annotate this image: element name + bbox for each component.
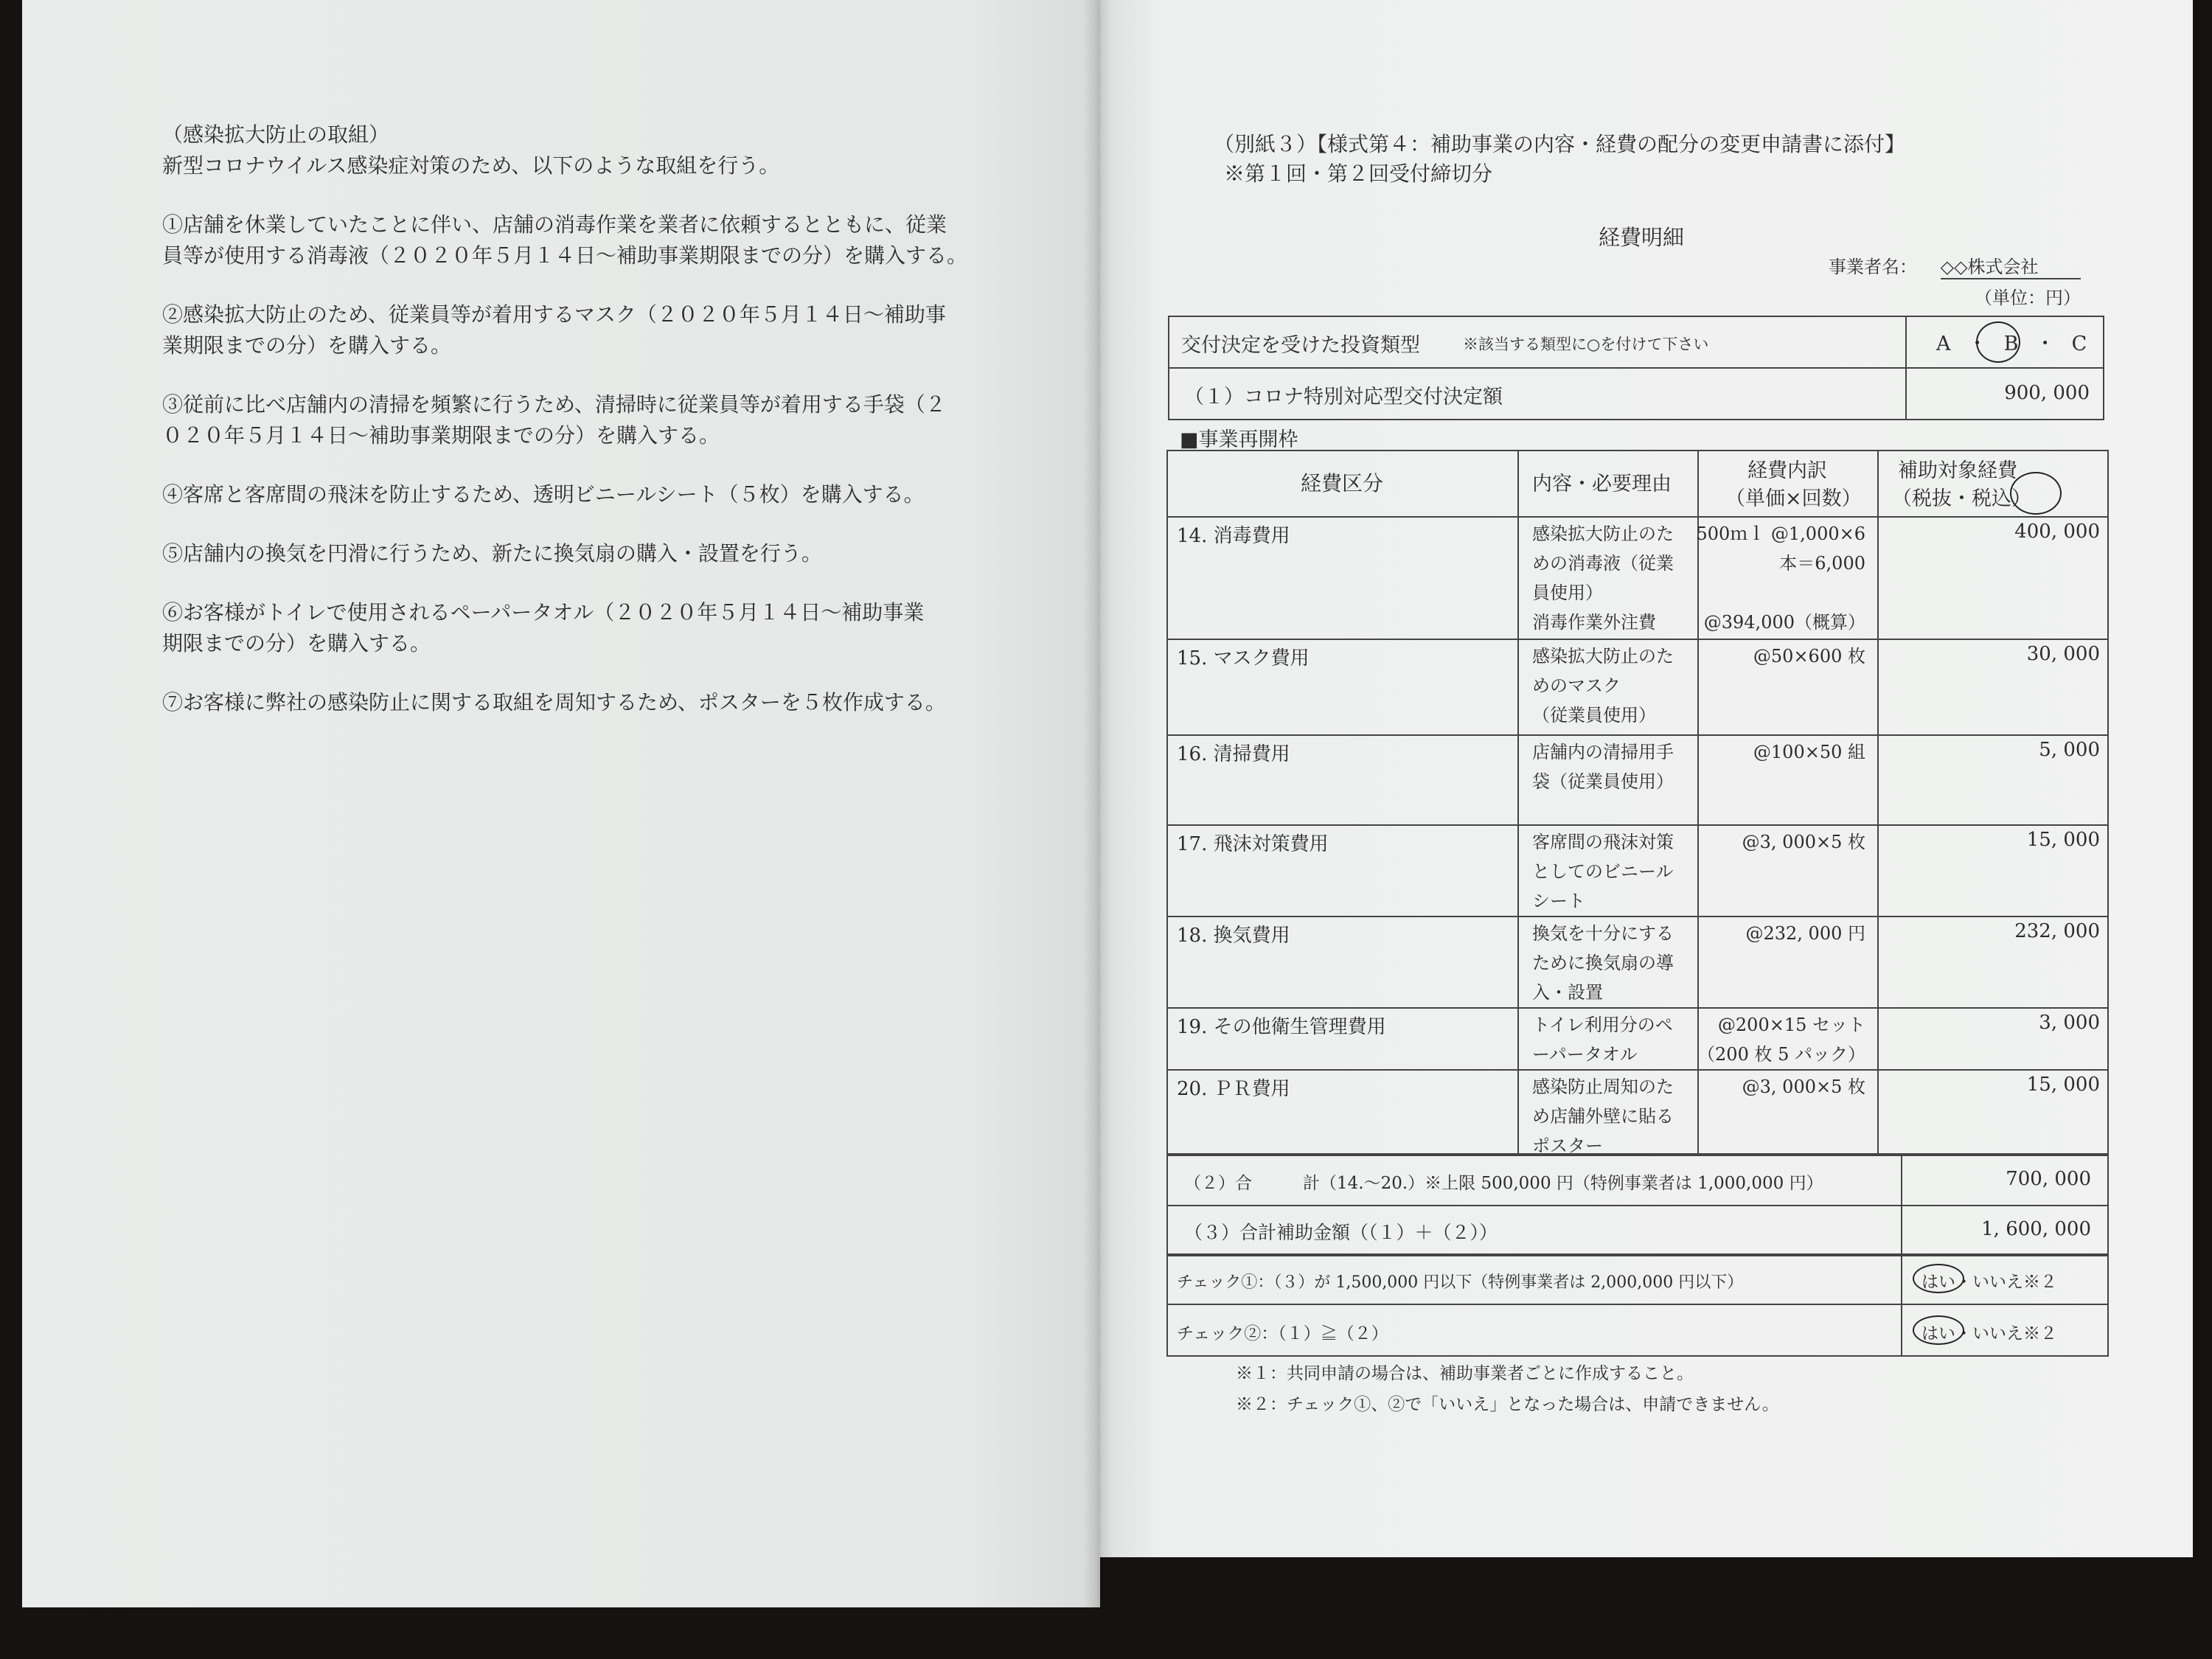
expense-amount: 15, 000 <box>2026 829 2100 851</box>
expense-category: 18. 換気費用 <box>1177 925 1290 947</box>
text-line: 業期限までの分）を購入する。 <box>162 333 452 358</box>
expense-breakdown-line: @394,000（概算） <box>1703 612 1865 633</box>
document-title: 経費明細 <box>1599 225 1685 250</box>
expense-amount: 5, 000 <box>2039 739 2100 761</box>
column-header-breakdown-sub: （単価×回数） <box>1725 487 1862 510</box>
investment-type-options: A ・ B ・ C <box>1936 333 2087 355</box>
paragraph-gap <box>162 659 1062 687</box>
check1-label: チェック①：（３）が 1,500,000 円以下（特例事業者は 2,000,000 円以下） <box>1177 1273 1744 1292</box>
grant-decision-row <box>1169 369 2103 420</box>
investment-type-note: ※該当する類型に○を付けて下さい <box>1463 335 1709 353</box>
expense-amount: 400, 000 <box>2014 521 2100 543</box>
text-line: ②感染拡大防止のため、従業員等が着用するマスク（２０２０年５月１４日～補助事 <box>162 302 946 327</box>
column-header-eligible-sub: （税抜・税込） <box>1892 487 2031 510</box>
column-header-breakdown: 経費内訳 <box>1747 459 1827 482</box>
paragraph-gap <box>162 361 1062 389</box>
paragraph-gap <box>162 569 1062 597</box>
expense-content-line: ポスター <box>1532 1135 1603 1156</box>
expense-category: 20. ＰＲ費用 <box>1177 1078 1290 1100</box>
paragraph-gap <box>162 271 1062 299</box>
expense-breakdown-line: （200 枚 5 パック） <box>1697 1044 1865 1065</box>
footnotes <box>1236 1358 1779 1420</box>
expense-breakdown-line: @200×15 セット <box>1717 1015 1865 1035</box>
total-amount: 1, 600, 000 <box>1981 1218 2091 1240</box>
expense-breakdown-line: 500ｍｌ @1,000×6 <box>1696 524 1865 544</box>
row-divider <box>1168 1205 2107 1206</box>
row-divider <box>1168 639 2107 640</box>
text-line: ⑥お客様がトイレで使用されるペーパータオル（２０２０年５月１４日～補助事業 <box>162 600 925 625</box>
expense-category: 17. 飛沫対策費用 <box>1177 833 1329 855</box>
check1-yes: はい <box>1921 1273 1955 1292</box>
check2-label: チェック②：（１）≧（２） <box>1177 1324 1388 1343</box>
expense-amount: 30, 000 <box>2026 643 2100 665</box>
expense-content-line: 感染拡大防止のた <box>1532 646 1674 667</box>
expense-content-line: 員使用） <box>1532 582 1603 603</box>
expense-content-line: 換気を十分にする <box>1532 923 1674 944</box>
investment-type-row <box>1169 317 2103 369</box>
footnote-1: ※１：共同申請の場合は、補助事業者ごとに作成すること。 <box>1236 1364 1694 1383</box>
expense-content-line: 感染拡大防止のた <box>1532 524 1674 544</box>
check-table <box>1166 1255 2109 1357</box>
selected-type-circle <box>1976 321 2020 363</box>
text-line: 期限までの分）を購入する。 <box>162 631 431 655</box>
check1-no: ・いいえ※２ <box>1955 1273 2057 1292</box>
total-label: （３）合計補助金額（（１）＋（２）） <box>1184 1222 1498 1243</box>
right-page <box>1097 0 2193 1557</box>
paragraph-gap <box>162 181 1062 209</box>
expense-breakdown-line: @100×50 組 <box>1753 742 1865 762</box>
expense-content-line: 客席間の飛沫対策 <box>1532 832 1674 852</box>
expense-table <box>1166 450 2109 1155</box>
expense-content-line: ーパータオル <box>1532 1044 1638 1065</box>
expense-breakdown-line: @50×600 枚 <box>1753 646 1865 667</box>
form-header: （別紙３）【様式第４：補助事業の内容・経費の配分の変更申請書に添付】 <box>1214 132 1906 156</box>
column-header-category: 経費区分 <box>1301 471 1384 495</box>
row-divider <box>1168 1304 2107 1305</box>
paragraph-gap <box>162 510 1062 538</box>
column-header-eligible: 補助対象経費 <box>1898 459 2017 482</box>
footnote-2: ※２：チェック①、②で「いいえ」となった場合は、申請できません。 <box>1236 1395 1779 1414</box>
expense-breakdown-line: @232, 000 円 <box>1745 923 1865 944</box>
expense-breakdown-line: @3, 000×5 枚 <box>1742 832 1865 852</box>
grant-decision-label: （１）コロナ特別対応型交付決定額 <box>1184 386 1503 408</box>
row-divider <box>1168 734 2107 736</box>
row-divider <box>1168 1007 2107 1009</box>
row-divider <box>1168 824 2107 826</box>
text-line: ０２０年５月１４日～補助事業期限までの分）を購入する。 <box>162 423 720 448</box>
subtotal-label: （２）合 計（14.～20.）※上限 500,000 円（特例事業者は 1,000,000 円） <box>1184 1174 1823 1193</box>
row-divider <box>1168 916 2107 917</box>
expense-category: 14. 消毒費用 <box>1177 525 1290 547</box>
left-page <box>22 0 1100 1607</box>
expense-content-line: ために換気扇の導 <box>1532 953 1674 973</box>
tax-included-circle <box>2010 472 2062 515</box>
column-divider <box>1901 1256 1902 1355</box>
investment-type-table <box>1168 316 2104 420</box>
column-header-content: 内容・必要理由 <box>1532 473 1672 495</box>
expense-content-line: め店舗外壁に貼る <box>1532 1106 1674 1127</box>
expense-content-line: （従業員使用） <box>1532 705 1656 726</box>
business-label: 事業者名： <box>1829 257 1917 277</box>
business-name-line <box>1829 252 2081 279</box>
business-name: ◇◇株式会社 <box>1941 252 2081 279</box>
expense-content-line: めのマスク <box>1532 675 1621 696</box>
text-line: 員等が使用する消毒液（２０２０年５月１４日～補助事業期限までの分）を購入する。 <box>162 243 968 268</box>
table-divider <box>1905 317 1907 419</box>
expense-amount: 232, 000 <box>2014 920 2100 942</box>
expense-content-line: 消毒作業外注費 <box>1532 612 1656 633</box>
expense-category: 15. マスク費用 <box>1177 647 1310 669</box>
left-page-text <box>162 119 1062 718</box>
unit-label: （単位：円） <box>1975 288 2081 308</box>
expense-content-line: 入・設置 <box>1532 982 1603 1003</box>
expense-breakdown-line: 本＝6,000 <box>1779 553 1865 574</box>
column-divider <box>1877 451 1879 1153</box>
column-divider <box>1517 451 1519 1153</box>
text-line: ⑦お客様に弊社の感染防止に関する取組を周知するため、ポスターを５枚作成する。 <box>162 690 946 714</box>
form-subheader: ※第１回・第２回受付締切分 <box>1224 161 1493 186</box>
check1-yes-circle <box>1913 1264 1964 1293</box>
row-divider <box>1168 1069 2107 1071</box>
check2-yes: はい <box>1921 1324 1955 1343</box>
expense-breakdown-line: @3, 000×5 枚 <box>1742 1077 1865 1097</box>
expense-content-line: 店舗内の清掃用手 <box>1532 742 1674 762</box>
expense-category: 19. その他衛生管理費用 <box>1177 1016 1386 1038</box>
expense-category: 16. 清掃費用 <box>1177 743 1290 765</box>
grant-decision-amount: 900, 000 <box>2004 382 2090 404</box>
subtotal-amount: 700, 000 <box>2006 1168 2091 1190</box>
text-line: ④客席と客席間の飛沫を防止するため、透明ビニールシート（５枚）を購入する。 <box>162 482 925 507</box>
text-line: （感染拡大防止の取組） <box>162 122 390 147</box>
check2-yes-circle <box>1913 1315 1964 1345</box>
text-line: ①店舗を休業していたことに伴い、店舗の消毒作業を業者に依頼するとともに、従業 <box>162 212 947 237</box>
expense-content-line: としてのビニール <box>1532 861 1674 882</box>
expense-amount: 3, 000 <box>2039 1012 2100 1034</box>
expense-content-line: 袋（従業員使用） <box>1532 771 1674 792</box>
text-line: ③従前に比べ店舗内の清掃を頻繁に行うため、清掃時に従業員等が着用する手袋（２ <box>162 392 946 417</box>
check2-no: ・いいえ※２ <box>1955 1324 2057 1343</box>
expense-content-line: 感染防止周知のた <box>1532 1077 1674 1097</box>
expense-content-line: シート <box>1532 891 1585 911</box>
expense-amount: 15, 000 <box>2026 1074 2100 1096</box>
section-label: ■事業再開枠 <box>1180 428 1298 451</box>
book-gutter <box>1084 0 1113 1607</box>
expense-content-line: トイレ利用分のペ <box>1532 1015 1673 1035</box>
investment-type-label: 交付決定を受けた投資類型 <box>1181 334 1420 357</box>
expense-content-line: めの消毒液（従業 <box>1532 553 1674 574</box>
text-line: ⑤店舗内の換気を円滑に行うため、新たに換気扇の購入・設置を行う。 <box>162 541 822 566</box>
paragraph-gap <box>162 451 1062 479</box>
row-divider <box>1168 516 2107 518</box>
text-line: 新型コロナウイルス感染症対策のため、以下のような取組を行う。 <box>162 153 780 178</box>
totals-table <box>1166 1155 2109 1255</box>
